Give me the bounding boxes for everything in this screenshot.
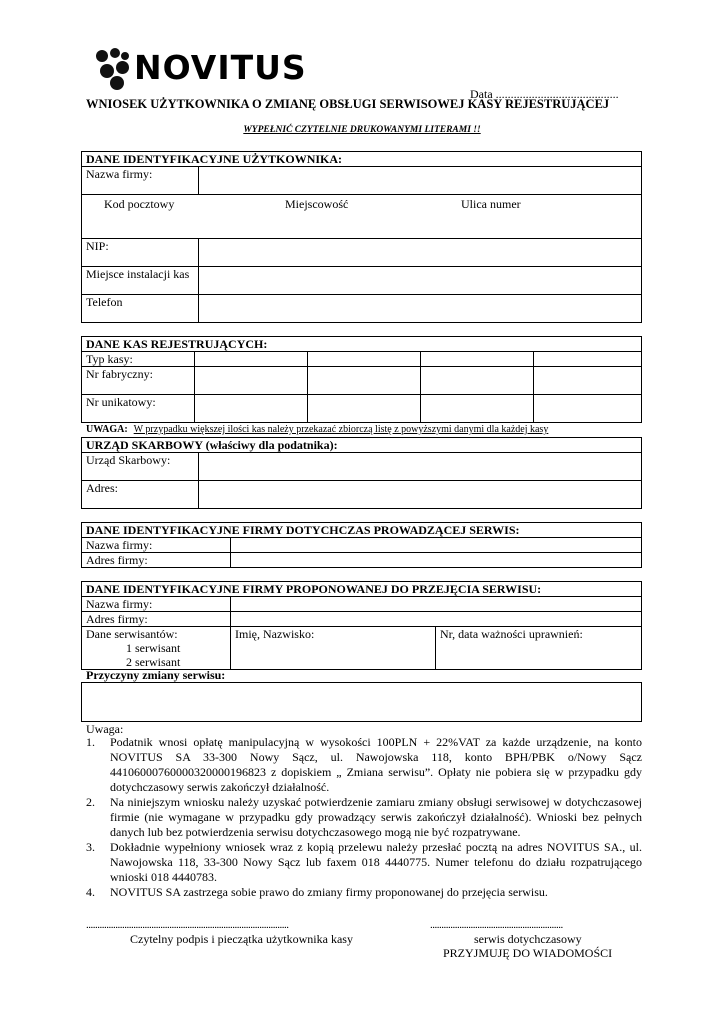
section-heading: URZĄD SKARBOWY (właściwy dla podatnika): [82, 438, 642, 453]
tax-office-field[interactable] [199, 453, 642, 481]
acknowledge-label: PRZYJMUJĘ DO WIADOMOŚCI [443, 946, 613, 960]
register-cell[interactable] [421, 395, 534, 423]
current-company-address-field[interactable] [231, 553, 642, 568]
register-cell[interactable] [195, 352, 308, 367]
technician-license-label: Nr, data ważności uprawnień: [440, 627, 583, 641]
user-signature-line[interactable]: .......................................................................................... [86, 919, 289, 931]
logo-text: NOVITUS [134, 48, 307, 87]
current-company-name-label: Nazwa firmy: [82, 538, 231, 553]
current-service-section [81, 522, 642, 568]
registers-section [81, 336, 642, 423]
list-item: 3. Dokładnie wypełniony wniosek wraz z kopią przelewu należy przesłać pocztą na adres NOVITUS SA., ul. Nawojowska 118, 33-300 Nowy Sącz lub faxem 018 4440775. Numer telefonu do działu rozpatrującego wnioski 018 4440783. [86, 840, 642, 884]
technician-name-label: Imię, Nazwisko: [235, 627, 315, 641]
street-label: Ulica numer [461, 197, 521, 211]
register-cell[interactable] [195, 395, 308, 423]
unique-no-label: Nr unikatowy: [82, 395, 195, 423]
user-section [81, 151, 642, 323]
technician-1-label: 1 serwisant [126, 641, 181, 655]
new-service-section [81, 581, 642, 670]
register-cell[interactable] [421, 352, 534, 367]
tax-address-label: Adres: [82, 481, 199, 509]
new-company-address-label: Adres firmy: [82, 612, 231, 627]
notes-title: Uwaga: [86, 722, 124, 736]
postal-code-label: Kod pocztowy [104, 197, 175, 211]
list-item: 4. NOVITUS SA zastrzega sobie prawo do zmiany firmy proponowanej do przejęcia serwisu. [86, 885, 548, 899]
phone-field[interactable] [199, 295, 642, 323]
new-company-name-field[interactable] [231, 597, 642, 612]
register-cell[interactable] [308, 367, 421, 395]
page-title: WNIOSEK UŻYTKOWNIKA O ZMIANĘ OBSŁUGI SERWISOWEJ KASY REJESTRUJĄCEJ [86, 97, 610, 111]
address-row[interactable] [82, 195, 642, 239]
phone-label: Telefon [82, 295, 199, 323]
service-signature-line[interactable]: ........................................................... [430, 919, 563, 931]
factory-no-label: Nr fabryczny: [82, 367, 195, 395]
register-cell[interactable] [534, 395, 642, 423]
reasons-field[interactable] [81, 682, 642, 722]
section-heading: DANE IDENTYFIKACYJNE UŻYTKOWNIKA: [82, 152, 642, 167]
install-place-field[interactable] [199, 267, 642, 295]
register-cell[interactable] [308, 352, 421, 367]
register-cell[interactable] [195, 367, 308, 395]
technician-2-label: 2 serwisant [126, 655, 181, 669]
list-item: 1. Podatnik wnosi opłatę manipulacyjną w wysokości 100PLN + 22%VAT za każde urządzenie, na konto NOVITUS SA 33-300 Nowy Sącz, ul. Nawojowska 118, konto BPH/PBK o/Nowy Sącz 44106000760000320000196823 z dopiskiem „ Zmiana serwisu”. Opłaty nie pobiera się w przypadku gdy dotychczasowy serwis zakończył działalność. [86, 735, 642, 794]
new-company-address-field[interactable] [231, 612, 642, 627]
tax-office-label: Urząd Skarbowy: [82, 453, 199, 481]
user-signature-label: Czytelny podpis i pieczątka użytkownika kasy [130, 932, 353, 946]
current-company-address-label: Adres firmy: [82, 553, 231, 568]
company-name-field[interactable] [199, 167, 642, 195]
logo-dot [110, 48, 120, 58]
register-cell[interactable] [534, 352, 642, 367]
service-signature-label: serwis dotychczasowy [474, 932, 582, 946]
technicians-cell [82, 627, 231, 670]
notes-list [86, 735, 642, 900]
nip-label: NIP: [82, 239, 199, 267]
logo-dot [96, 50, 108, 62]
list-item: 2. Na niniejszym wniosku należy uzyskać potwierdzenie zamiaru zmiany obsługi serwisowej w dotychczasowej firmie (nie wymagane w przypadku gdy prowadzący serwis zakończył działalność). Wnioski bez pełnych danych lub bez potwierdzenia serwisu dotychczasowego mogą nie być rozpatrywane. [86, 795, 642, 839]
technician-license-field[interactable] [436, 627, 642, 670]
note-text: W przypadku większej ilości kas należy przekazać zbiorczą listę z powyższymi danymi dla każdej kasy [133, 424, 549, 435]
register-type-label: Typ kasy: [82, 352, 195, 367]
section-heading: DANE KAS REJESTRUJĄCYCH: [82, 337, 642, 352]
company-name-label: Nazwa firmy: [82, 167, 199, 195]
logo-dot [121, 52, 129, 60]
technician-name-field[interactable] [231, 627, 436, 670]
register-cell[interactable] [308, 395, 421, 423]
register-cell[interactable] [421, 367, 534, 395]
note-label: UWAGA: [86, 424, 128, 435]
note [86, 424, 548, 435]
city-label: Miejscowość [285, 197, 349, 211]
logo-dot [110, 76, 124, 90]
date-field[interactable]: Data ......................................... [470, 87, 619, 101]
new-company-name-label: Nazwa firmy: [82, 597, 231, 612]
tax-address-field[interactable] [199, 481, 642, 509]
register-cell[interactable] [534, 367, 642, 395]
page-subtitle: WYPEŁNIĆ CZYTELNIE DRUKOWANYMI LITERAMI !! [243, 125, 481, 135]
logo-dot [116, 61, 129, 74]
technicians-label: Dane serwisantów: [86, 627, 178, 641]
section-heading: DANE IDENTYFIKACYJNE FIRMY PROPONOWANEJ DO PRZEJĘCIA SERWISU: [82, 582, 642, 597]
install-place-label: Miejsce instalacji kas [82, 267, 199, 295]
reasons-heading: Przyczyny zmiany serwisu: [86, 668, 226, 682]
logo-dot [100, 64, 114, 78]
current-company-name-field[interactable] [231, 538, 642, 553]
tax-office-section [81, 437, 642, 509]
nip-field[interactable] [199, 239, 642, 267]
section-heading: DANE IDENTYFIKACYJNE FIRMY DOTYCHCZAS PROWADZĄCEJ SERWIS: [82, 523, 642, 538]
